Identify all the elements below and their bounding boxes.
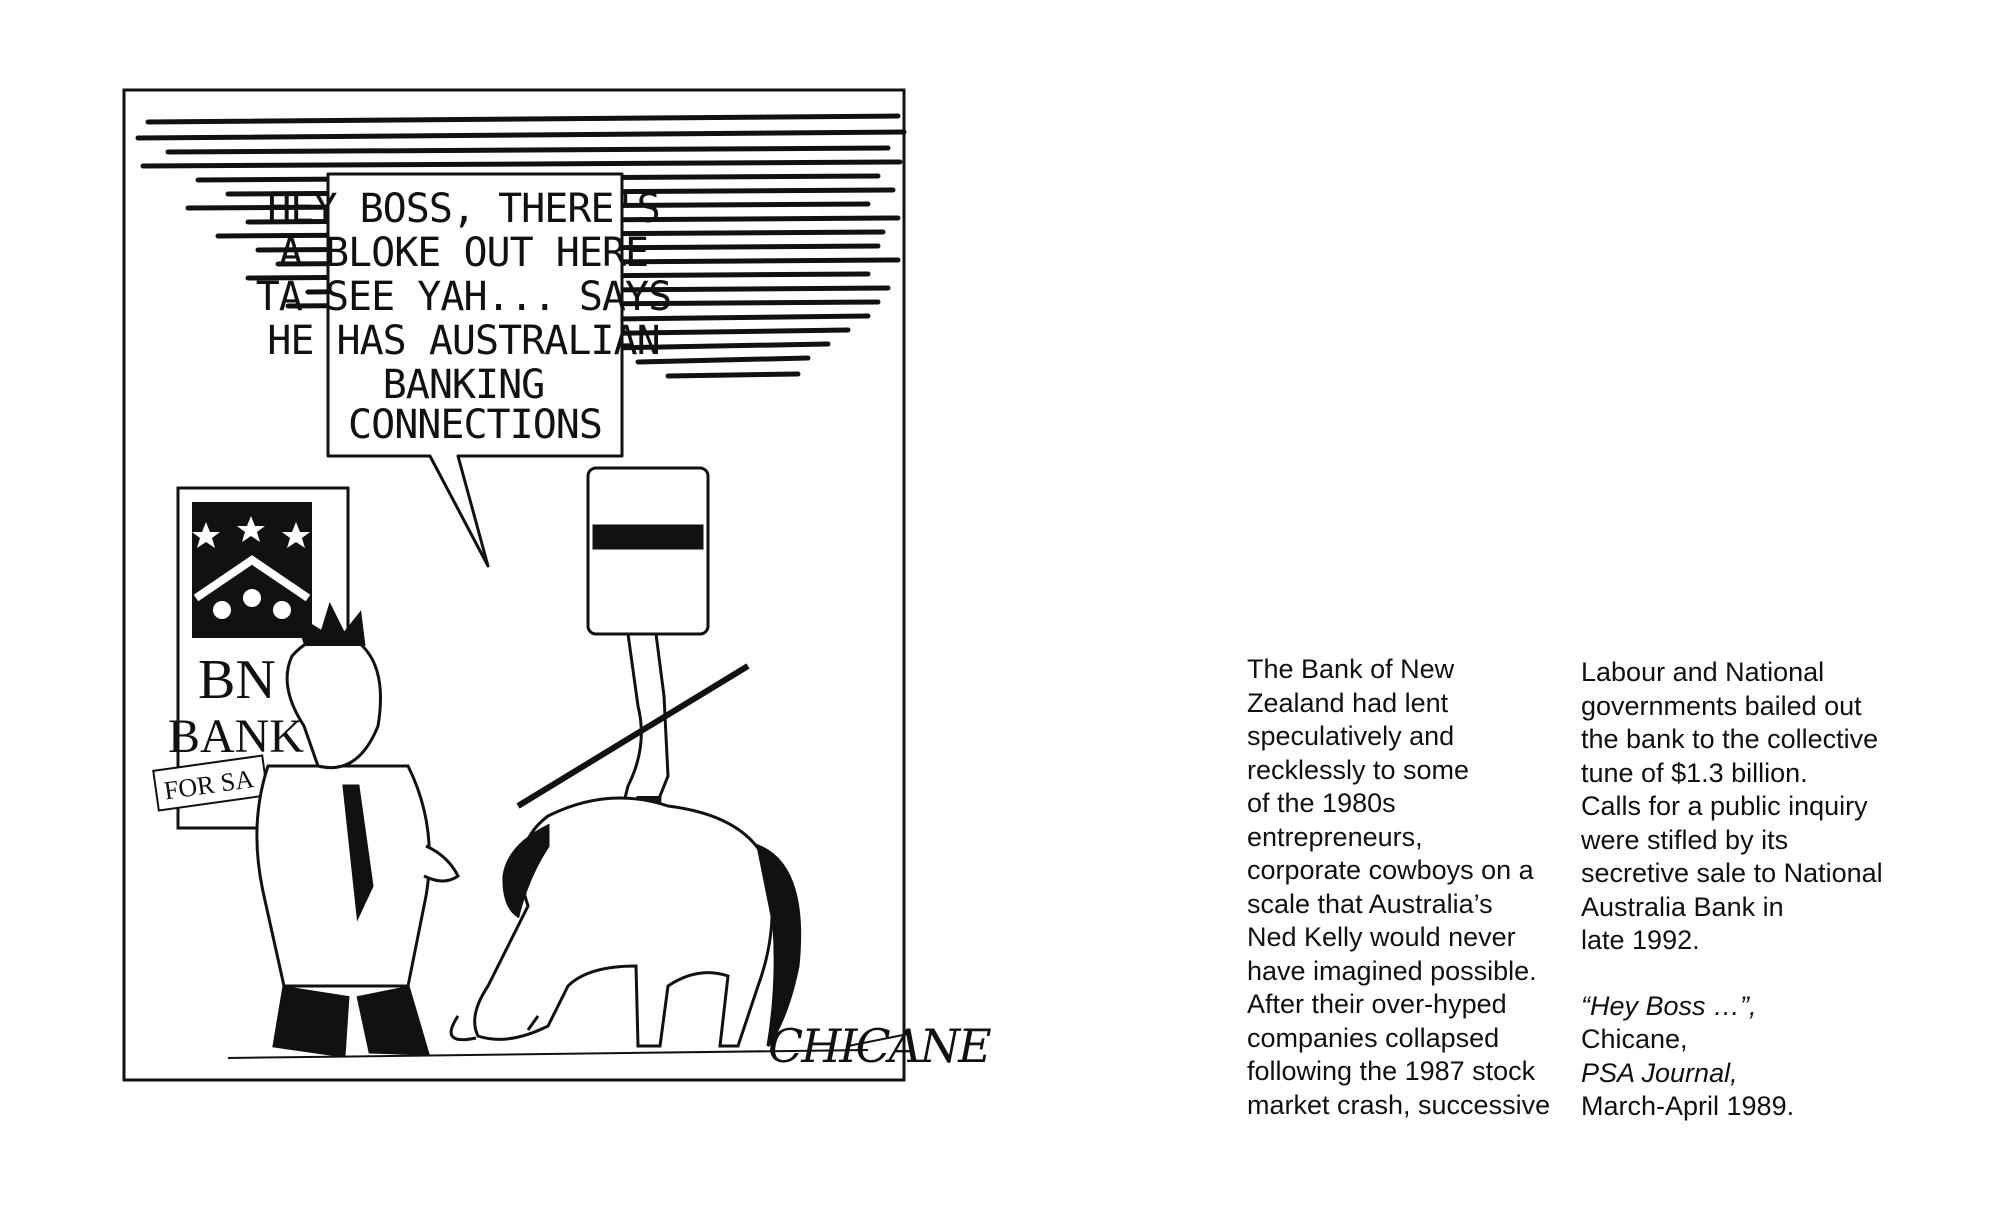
cartoon-svg bbox=[108, 86, 990, 1086]
caption-line: scale that Australia’s bbox=[1247, 888, 1493, 919]
caption-line: corporate cowboys on a bbox=[1247, 855, 1534, 885]
credit-title: “Hey Boss …”, bbox=[1581, 990, 1757, 1021]
caption-line: speculatively and bbox=[1247, 721, 1455, 751]
caption-line: Calls for a public inquiry bbox=[1581, 791, 1868, 821]
speech-line: BANKING bbox=[382, 362, 545, 408]
caption-line: market crash, successive bbox=[1247, 1089, 1551, 1120]
caption-line: Zealand had lent bbox=[1247, 687, 1449, 718]
caption-column-left bbox=[1247, 653, 1557, 1122]
credit-date: March-April 1989. bbox=[1581, 1091, 1795, 1121]
cartoon-illustration bbox=[108, 86, 990, 1086]
caption-line: tune of $1.3 billion. bbox=[1581, 757, 1808, 788]
caption-line: late 1992. bbox=[1581, 925, 1700, 955]
caption-line: the bank to the collective bbox=[1581, 724, 1879, 754]
credit-artist: Chicane, bbox=[1581, 1024, 1688, 1054]
sign-word: BANK bbox=[168, 710, 305, 763]
caption-line: entrepreneurs, bbox=[1247, 821, 1423, 852]
speech-line: TA SEE YAH... SAYS bbox=[255, 274, 672, 320]
caption-line: Ned Kelly would never bbox=[1247, 922, 1516, 952]
speech-line: HE HAS AUSTRALIAN bbox=[267, 318, 660, 364]
caption-line: following the 1987 stock bbox=[1247, 1056, 1536, 1086]
caption-line: were stifled by its bbox=[1581, 824, 1789, 855]
speech-line: A BLOKE OUT HERE bbox=[278, 230, 649, 276]
sign-for-sale: FOR SA bbox=[162, 764, 256, 806]
caption-line: have imagined possible. bbox=[1247, 955, 1537, 986]
credit-publication: PSA Journal, bbox=[1581, 1057, 1738, 1088]
caption-line: secretive sale to National bbox=[1581, 858, 1883, 888]
artist-signature: CHICANE bbox=[768, 1019, 990, 1073]
speech-line: CONNECTIONS bbox=[348, 402, 602, 448]
caption-column-right bbox=[1581, 656, 1891, 1124]
caption-line: After their over-hyped bbox=[1247, 989, 1507, 1019]
sign-letters: BN bbox=[198, 649, 276, 711]
caption-line: Australia Bank in bbox=[1581, 891, 1784, 922]
caption-line: Labour and National bbox=[1581, 657, 1825, 687]
speech-line: HEY BOSS, THERE'S bbox=[267, 186, 660, 232]
caption-line: of the 1980s bbox=[1247, 788, 1396, 818]
caption-line: companies collapsed bbox=[1247, 1022, 1500, 1053]
caption-line: recklessly to some bbox=[1247, 754, 1470, 785]
caption-line: governments bailed out bbox=[1581, 690, 1862, 721]
caption-line: The Bank of New bbox=[1247, 654, 1455, 684]
